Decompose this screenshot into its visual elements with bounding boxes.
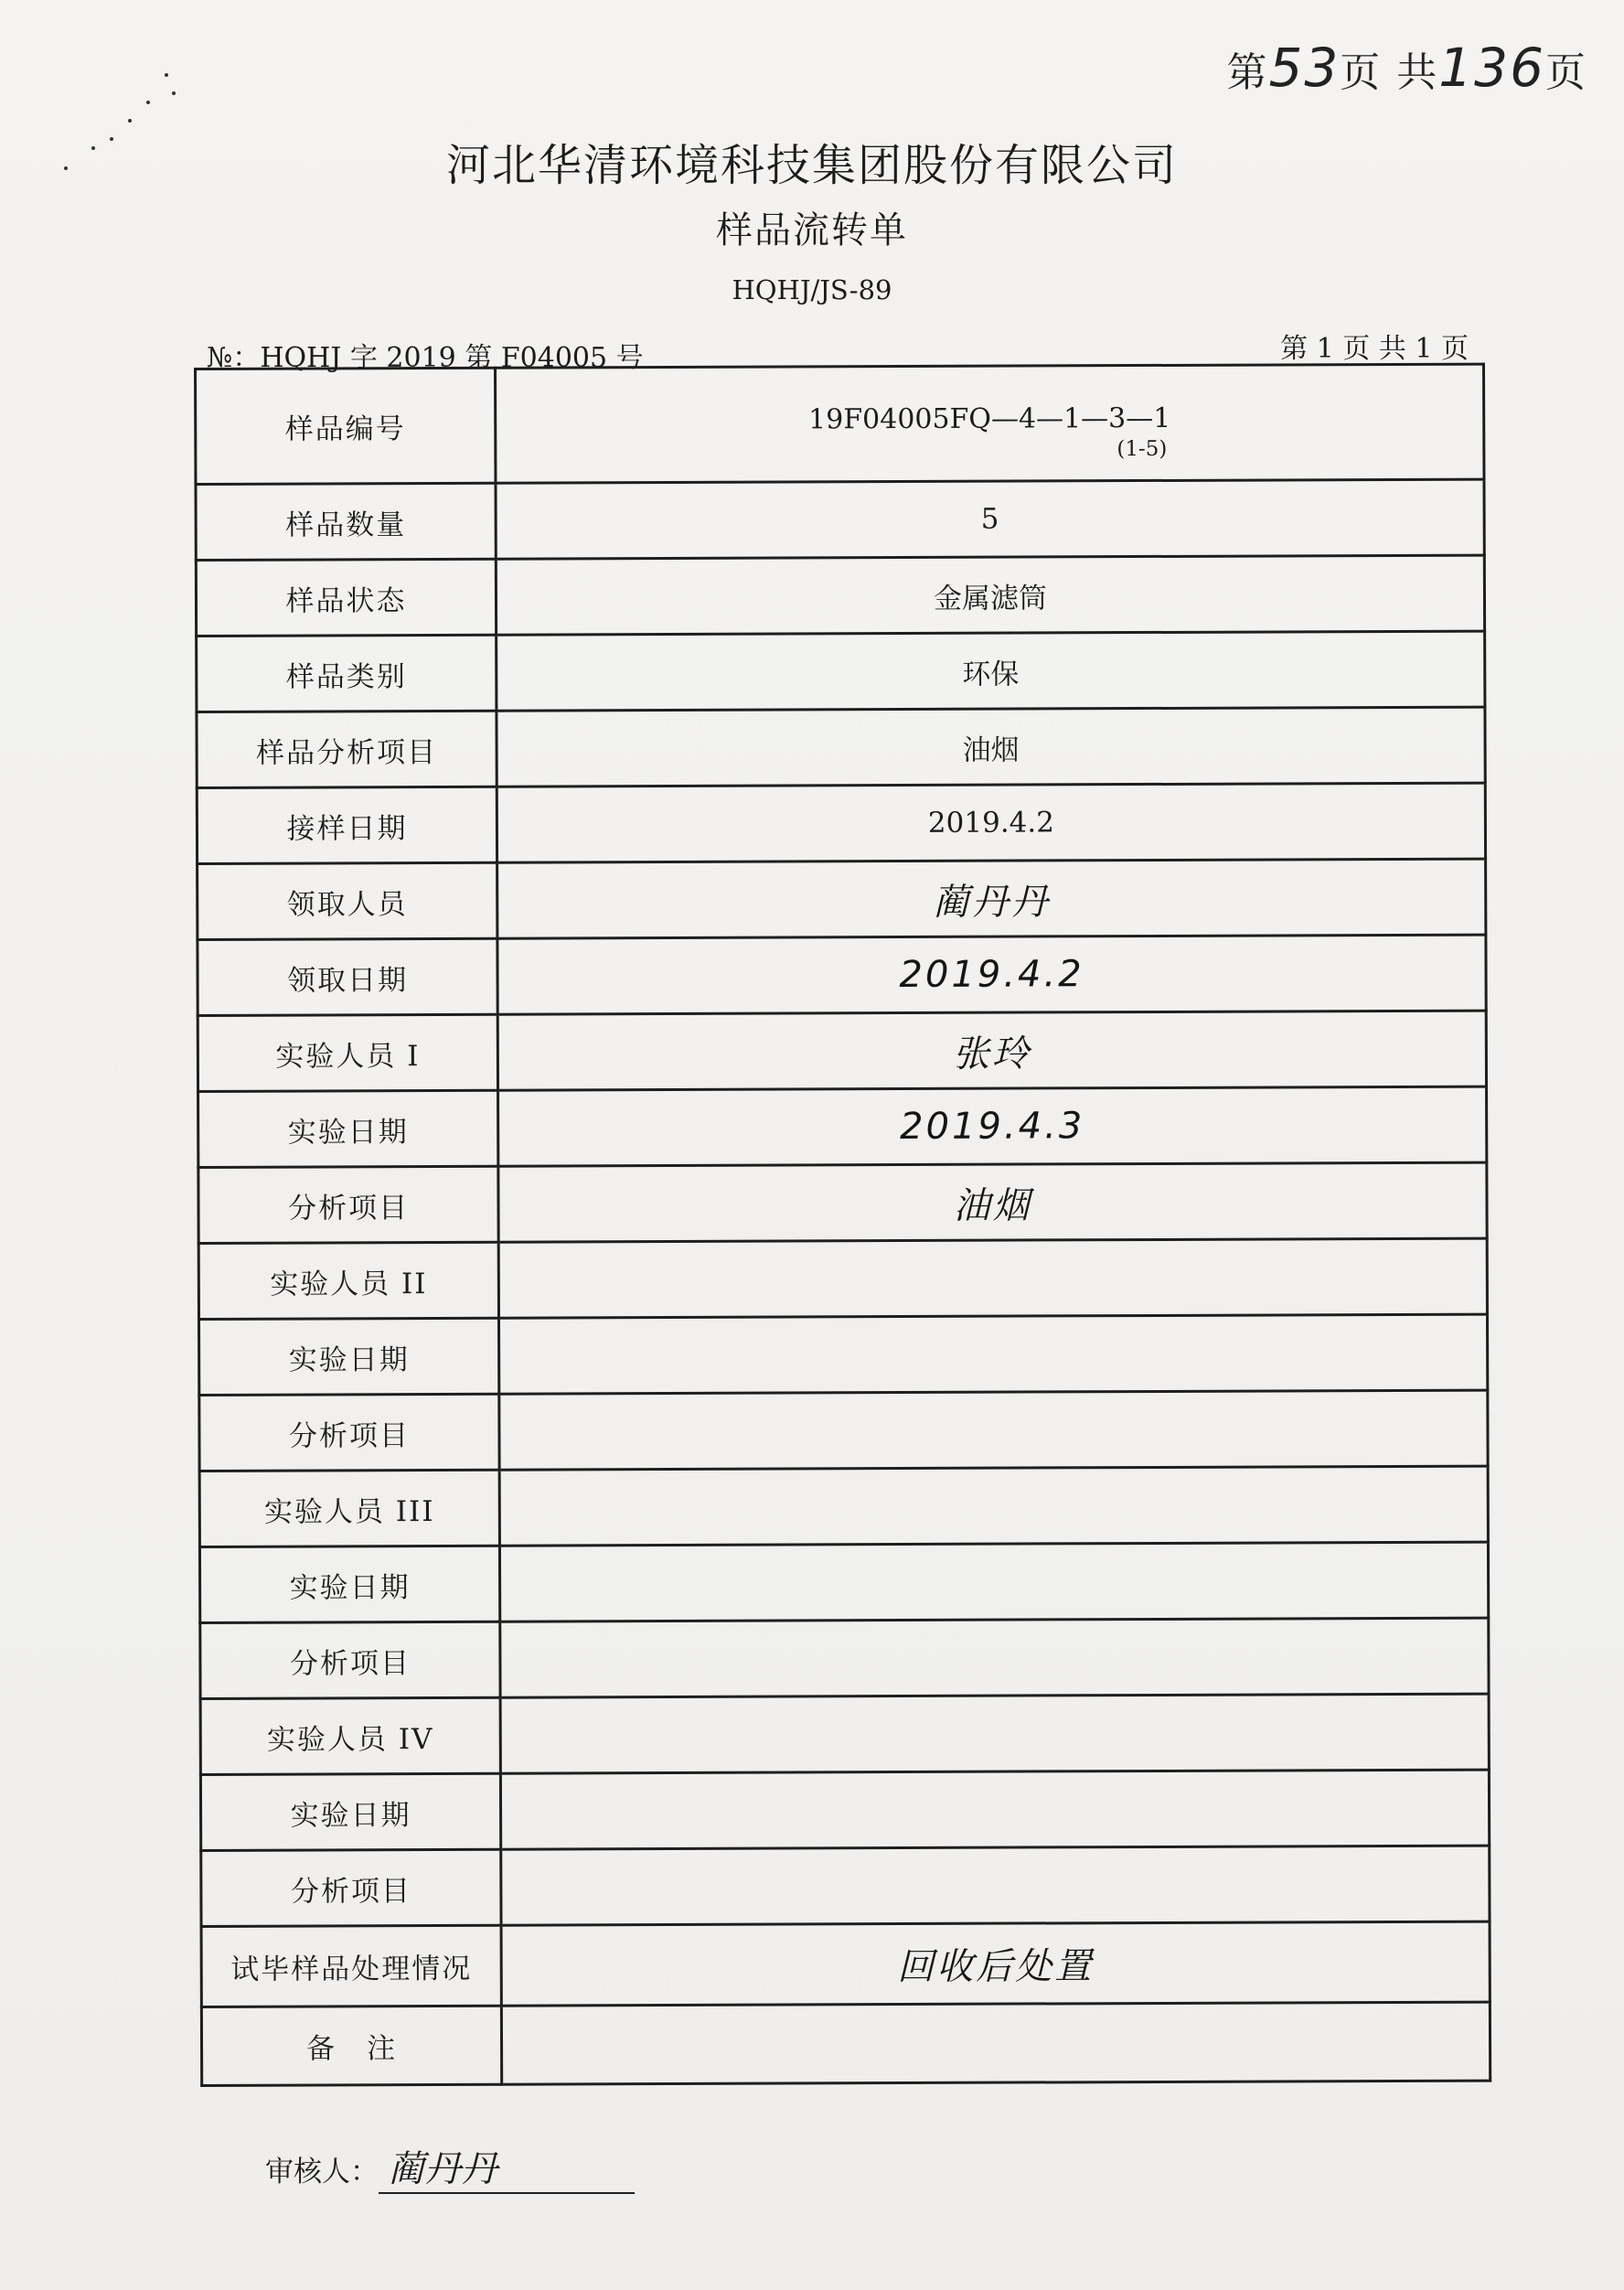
row-value <box>499 1390 1488 1470</box>
row-label: 领取人员 <box>198 862 497 939</box>
table-row <box>201 1846 1490 1926</box>
table-row <box>198 1011 1486 1091</box>
row-value <box>498 1314 1487 1394</box>
table-row <box>200 1694 1489 1774</box>
table-row <box>198 1238 1487 1319</box>
form-code: HQHJ/JS-89 <box>732 274 892 305</box>
table-row <box>200 1618 1489 1698</box>
row-value <box>498 1086 1487 1166</box>
document-number: №：HQHJ 字 2019 第 F04005 号 <box>207 342 644 374</box>
reviewer-signature: 蔺丹丹 <box>379 2140 635 2194</box>
row-value <box>500 1694 1489 1773</box>
handwritten-entry: 2019.4.2 <box>899 953 1084 997</box>
table-row <box>201 2002 1490 2085</box>
handwritten-entry: 油烟 <box>953 1183 1032 1227</box>
row-label: 实验日期 <box>198 1318 498 1395</box>
row-value <box>497 1011 1486 1090</box>
row-label: 样品数量 <box>196 483 496 560</box>
page-count: 第 1 页 共 1 页 <box>1280 333 1469 365</box>
row-value <box>496 555 1484 635</box>
row-label: 样品状态 <box>196 559 496 636</box>
table-row <box>197 707 1485 787</box>
table-row-sample-id <box>196 364 1484 484</box>
row-label: 实验日期 <box>200 1773 500 1850</box>
row-value <box>500 1618 1489 1697</box>
table-row <box>197 631 1485 712</box>
sample-id-value: 19F04005FQ—4—1—3—1 <box>808 401 1171 436</box>
table-row <box>200 1770 1489 1850</box>
row-label: 接样日期 <box>197 787 497 863</box>
handwritten-entry: 2019.4.3 <box>900 1105 1085 1149</box>
row-label: 实验日期 <box>198 1090 498 1167</box>
table-row <box>198 1314 1487 1395</box>
table-row <box>199 1390 1488 1471</box>
table-row <box>198 935 1486 1015</box>
row-label: 实验日期 <box>199 1546 499 1622</box>
row-label: 实验人员 I <box>198 1014 497 1091</box>
reviewer-label: 审核人： <box>265 2156 379 2188</box>
row-value <box>501 1846 1490 1925</box>
row-label: 实验人员 IV <box>200 1697 500 1774</box>
row-value <box>497 707 1485 787</box>
row-label: 分析项目 <box>200 1621 500 1698</box>
value-text: 5 <box>980 502 999 536</box>
table-row <box>196 479 1484 560</box>
table-row <box>198 1162 1487 1243</box>
table-row <box>196 555 1484 636</box>
row-value <box>497 783 1485 862</box>
row-label: 备 注 <box>201 2006 501 2085</box>
handwritten-entry: 回收后处置 <box>897 1945 1095 1989</box>
row-label: 分析项目 <box>199 1394 499 1471</box>
company-name: 河北华清环境科技集团股份有限公司 <box>445 140 1178 191</box>
row-value <box>500 1770 1489 1849</box>
sample-circulation-table <box>194 363 1491 2087</box>
row-value <box>501 1921 1490 2006</box>
row-label: 样品分析项目 <box>197 711 497 787</box>
table-row <box>197 783 1485 863</box>
row-label: 分析项目 <box>198 1166 498 1243</box>
row-label: 样品类别 <box>197 635 497 712</box>
form-title: 样品流转单 <box>716 209 908 251</box>
value-text: 金属滤筒 <box>933 581 1048 615</box>
table-row <box>198 1086 1487 1167</box>
handwritten-entry: 张玲 <box>952 1032 1031 1075</box>
row-value <box>501 2002 1490 2084</box>
sample-id-range: (1-5) <box>1116 436 1168 462</box>
table-row <box>199 1466 1488 1546</box>
row-value <box>497 935 1486 1014</box>
table-row <box>199 1542 1488 1622</box>
row-label: 实验人员 II <box>198 1242 498 1319</box>
row-value <box>497 631 1485 711</box>
value-text: 环保 <box>962 658 1020 691</box>
value-text: 2019.4.2 <box>927 806 1055 840</box>
row-value <box>496 364 1484 483</box>
row-value <box>498 1162 1487 1242</box>
page-sequence-mark: 第53页 共136页 <box>1226 37 1587 99</box>
table-row <box>201 1921 1490 2006</box>
row-value <box>497 859 1486 938</box>
row-label: 样品编号 <box>196 368 496 484</box>
row-value <box>498 1238 1487 1318</box>
row-value <box>496 479 1484 559</box>
reviewer-line <box>265 2140 635 2194</box>
value-text: 油烟 <box>962 733 1020 767</box>
table-row <box>198 859 1486 939</box>
handwritten-entry: 蔺丹丹 <box>932 880 1051 924</box>
row-label: 领取日期 <box>198 938 497 1015</box>
row-value <box>499 1466 1488 1546</box>
row-label: 试毕样品处理情况 <box>201 1925 501 2006</box>
row-label: 分析项目 <box>201 1849 501 1926</box>
row-label: 实验人员 III <box>199 1470 499 1546</box>
row-value <box>499 1542 1488 1621</box>
